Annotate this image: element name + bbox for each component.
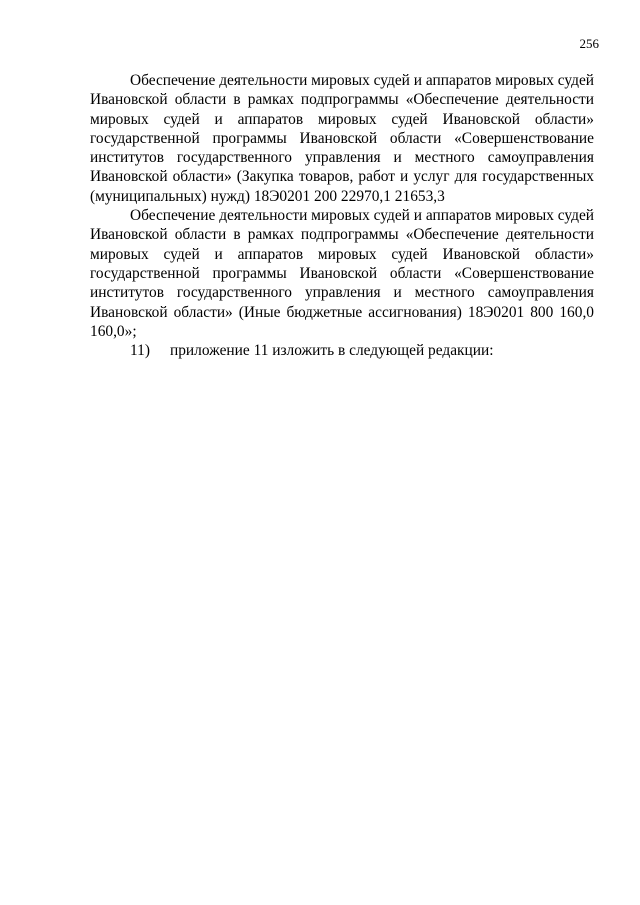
document-body (90, 71, 594, 360)
paragraph-funding-other-allocations: Обеспечение деятельности мировых судей и аппаратов мировых судей Ивановской области в рамках подпрограммы «Обеспечение деятельности мировых судей и аппаратов мировых судей Ивановской области» государственной программы Ивановской области «Совершенствование институтов государственного управления и местного самоуправления Ивановской области» (Иные бюджетные ассигнования) 18Э0201 800 160,0 160,0»; (90, 207, 595, 340)
list-item-number: 11) (130, 342, 150, 360)
list-item-text: приложение 11 изложить в следующей редакции: (170, 342, 494, 360)
paragraph-funding-procurement: Обеспечение деятельности мировых судей и аппаратов мировых судей Ивановской области в рамках подпрограммы «Обеспечение деятельности мировых судей и аппаратов мировых судей Ивановской области» государственной программы Ивановской области «Совершенствование институтов государственного управления и местного самоуправления Ивановской области» (Закупка товаров, работ и услуг для государственных (муниципальных) нужд) 18Э0201 200 22970,1 21653,3 (90, 72, 595, 205)
page-number: 256 (579, 36, 599, 51)
list-item-amendment (90, 341, 594, 360)
